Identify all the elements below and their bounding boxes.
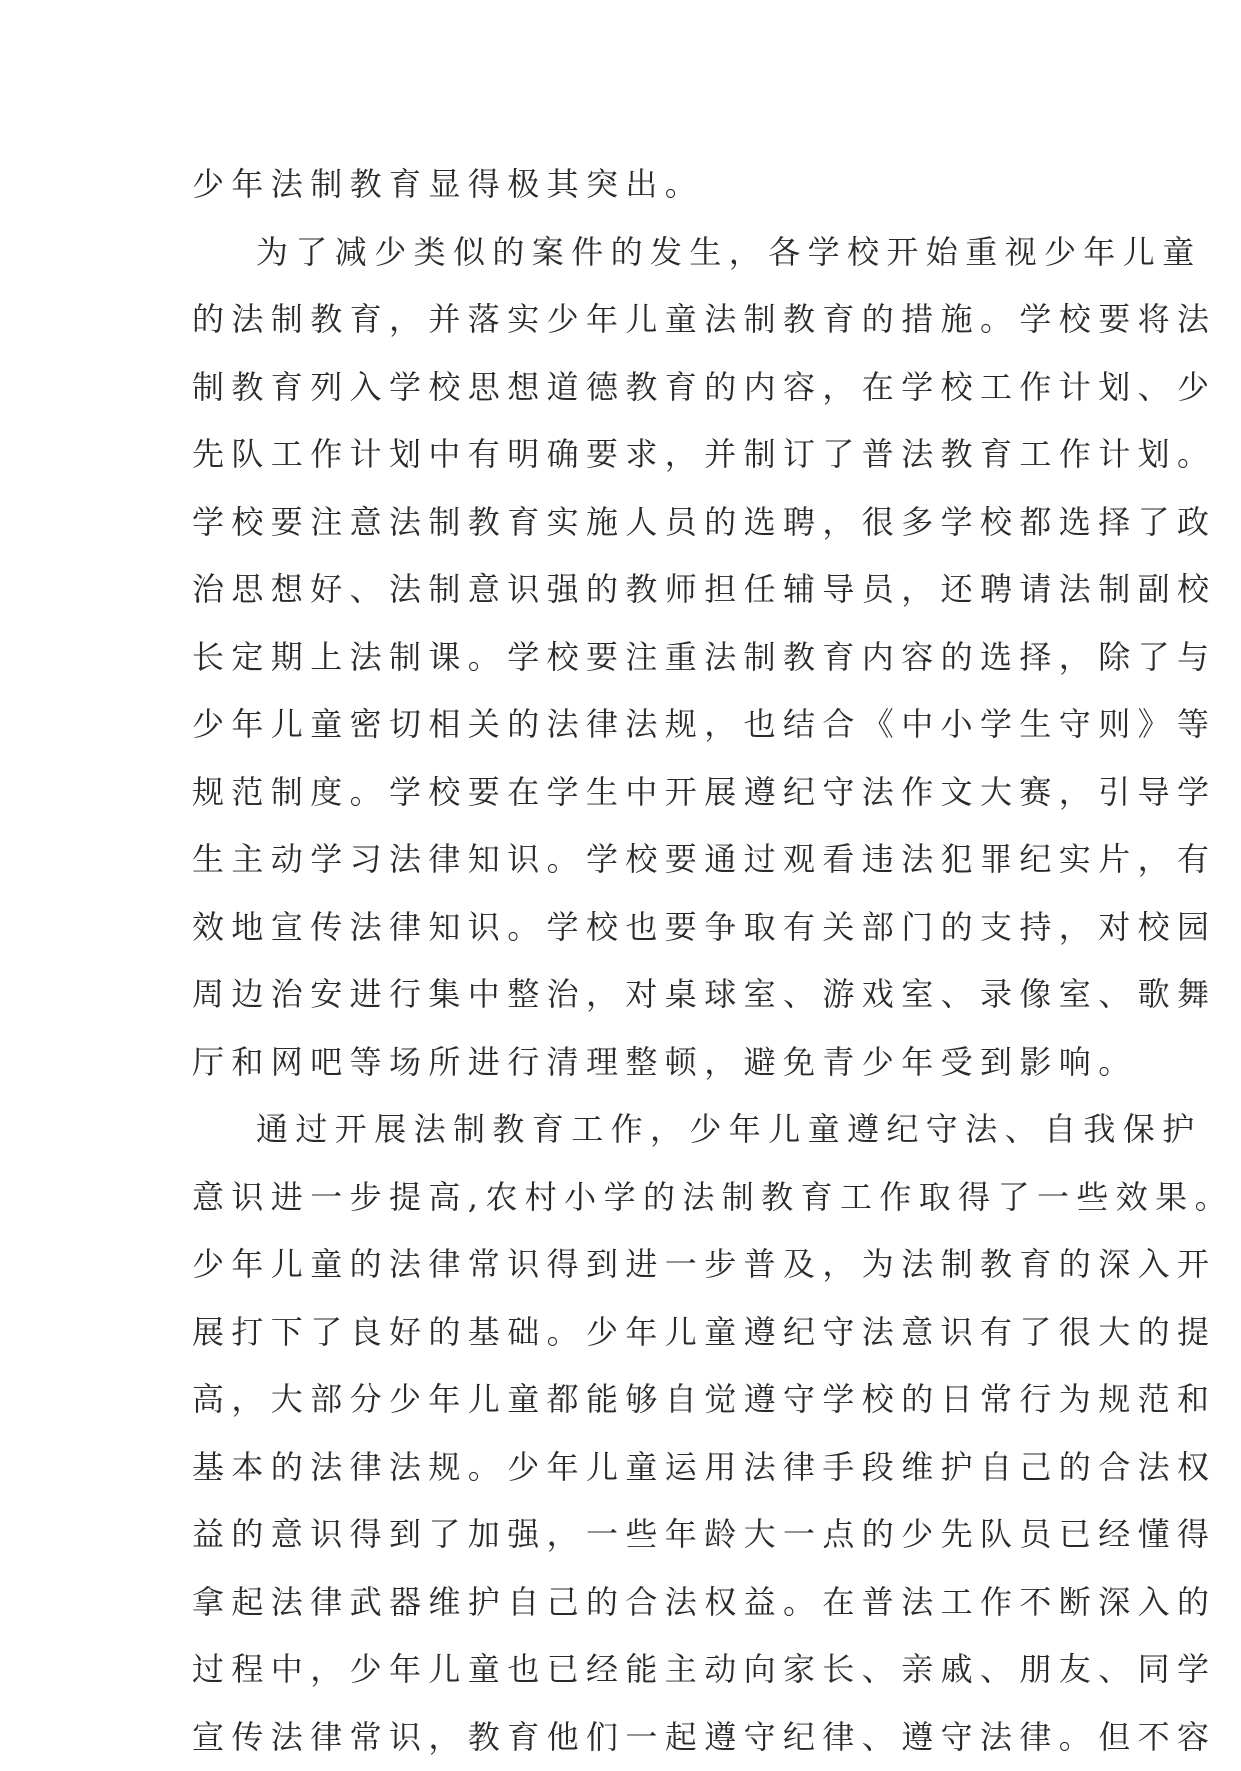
text-line: 少年儿童的法律常识得到进一步普及，为法制教育的深入开 (192, 1231, 1072, 1299)
text-line: 益的意识得到了加强，一些年龄大一点的少先队员已经懂得 (192, 1501, 1072, 1569)
paragraph-first-line: 为了减少类似的案件的发生，各学校开始重视少年儿童 (192, 219, 1072, 287)
text-line: 学校要注意法制教育实施人员的选聘，很多学校都选择了政 (192, 489, 1072, 557)
text-line: 规范制度。学校要在学生中开展遵纪守法作文大赛，引导学 (192, 759, 1072, 827)
paragraph-first-line: 通过开展法制教育工作，少年儿童遵纪守法、自我保护 (192, 1096, 1072, 1164)
text-line: 少年儿童密切相关的法律法规，也结合《中小学生守则》等 (192, 691, 1072, 759)
text-line: 拿起法律武器维护自己的合法权益。在普法工作不断深入的 (192, 1569, 1072, 1637)
text-line: 生主动学习法律知识。学校要通过观看违法犯罪纪实片，有 (192, 826, 1072, 894)
body-text (192, 151, 1072, 1771)
text-line: 的法制教育，并落实少年儿童法制教育的措施。学校要将法 (192, 286, 1072, 354)
text-line: 厅和网吧等场所进行清理整顿，避免青少年受到影响。 (192, 1029, 1072, 1097)
text-line: 周边治安进行集中整治，对桌球室、游戏室、录像室、歌舞 (192, 961, 1072, 1029)
text-line: 制教育列入学校思想道德教育的内容，在学校工作计划、少 (192, 354, 1072, 422)
text-line: 意识进一步提高,农村小学的法制教育工作取得了一些效果。 (192, 1164, 1072, 1232)
text-line: 效地宣传法律知识。学校也要争取有关部门的支持，对校园 (192, 894, 1072, 962)
text-line: 宣传法律常识，教育他们一起遵守纪律、遵守法律。但不容 (192, 1704, 1072, 1771)
text-line: 长定期上法制课。学校要注重法制教育内容的选择，除了与 (192, 624, 1072, 692)
text-line: 少年法制教育显得极其突出。 (192, 151, 1072, 219)
text-line: 先队工作计划中有明确要求，并制订了普法教育工作计划。 (192, 421, 1072, 489)
text-line: 展打下了良好的基础。少年儿童遵纪守法意识有了很大的提 (192, 1299, 1072, 1367)
text-line: 基本的法律法规。少年儿童运用法律手段维护自己的合法权 (192, 1434, 1072, 1502)
text-line: 高，大部分少年儿童都能够自觉遵守学校的日常行为规范和 (192, 1366, 1072, 1434)
text-line: 治思想好、法制意识强的教师担任辅导员，还聘请法制副校 (192, 556, 1072, 624)
text-line: 过程中，少年儿童也已经能主动向家长、亲戚、朋友、同学 (192, 1636, 1072, 1704)
